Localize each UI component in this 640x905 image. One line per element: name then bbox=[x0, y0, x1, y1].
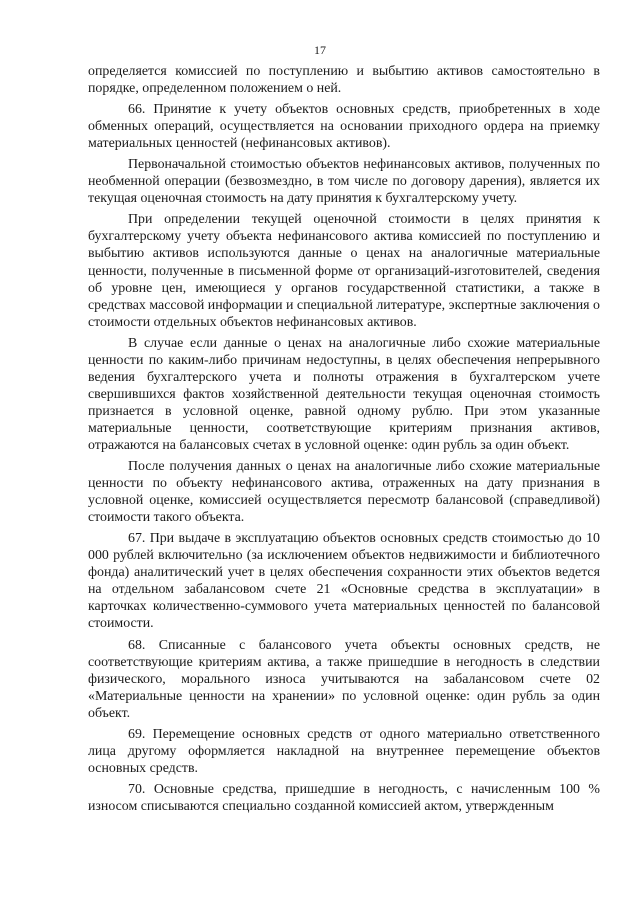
paragraph-revaluation: После получения данных о ценах на аналогичные либо схожие материальные ценности по объекту нефинансового актива, отраженных на дату признания в условной оценке, комиссией осуществляется пересмотр балансовой (справедливой) стоимости такого объекта. bbox=[88, 459, 600, 526]
paragraph-item-66: 66. Принятие к учету объектов основных средств, приобретенных в ходе обменных операций, осуществляется на основании приходного ордера на приемку материальных ценностей (нефинансовых активов). bbox=[88, 102, 600, 152]
page-number: 17 bbox=[314, 43, 326, 57]
paragraph-current-valuation: При определении текущей оценочной стоимости в целях принятия к бухгалтерскому учету объекта нефинансового актива комиссией по поступлению и выбытию активов используются данные о ценах на аналогичные материальные ценности, полученные в письменной форме от организаций-изготовителей, сведения об уровне цен, имеющиеся у органов государственной статистики, а также в средствах массовой информации и специальной литературе, экспертные заключения о стоимости отдельных объектов нефинансовых активов. bbox=[88, 212, 600, 330]
paragraph-initial-cost: Первоначальной стоимостью объектов нефинансовых активов, полученных по необменной операции (безвозмездно, в том числе по договору дарения), является их текущая оценочная стоимость на дату принятия к бухгалтерскому учету. bbox=[88, 157, 600, 207]
paragraph-item-69: 69. Перемещение основных средств от одного материально ответственного лица другому оформляется накладной на внутреннее перемещение объектов основных средств. bbox=[88, 726, 600, 776]
paragraph-conditional-valuation: В случае если данные о ценах на аналогичные либо схожие материальные ценности по каким-либо причинам недоступны, в целях обеспечения непрерывного ведения бухгалтерского учета и полноты отражения в бухгалтерском учете свершившихся фактов хозяйственной деятельности текущая оценочная стоимость признается в условной оценке, равной одному рублю. При этом указанные материальные ценности, соответствующие критериям признания активов, отражаются на балансовых счетах в условной оценке: один рубль за один объект. bbox=[88, 335, 600, 453]
paragraph-item-68: 68. Списанные с балансового учета объекты основных средств, не соответствующие критериям актива, а также пришедшие в негодность в следствии физического, морального износа учитываются на забалансовом счете 02 «Материальные ценности на хранении» по условной оценке: один рубль за один объект. bbox=[88, 637, 600, 721]
paragraph-item-67: 67. При выдаче в эксплуатацию объектов основных средств стоимостью до 10 000 рублей включительно (за исключением объектов недвижимости и библиотечного фонда) аналитический учет в целях обеспечения сохранности этих объектов ведется на отдельном забалансовом счете 21 «Основные средства в эксплуатации» в карточках количественно-суммового учета материальных ценностей по балансовой стоимости. bbox=[88, 531, 600, 632]
paragraph-continuation: определяется комиссией по поступлению и выбытию активов самостоятельно в порядке, определенном положением о ней. bbox=[88, 64, 600, 97]
document-body bbox=[88, 63, 600, 815]
paragraph-item-70: 70. Основные средства, пришедшие в негодность, с начисленным 100 % износом списываются специально созданной комиссией актом, утвержденным bbox=[88, 781, 600, 814]
